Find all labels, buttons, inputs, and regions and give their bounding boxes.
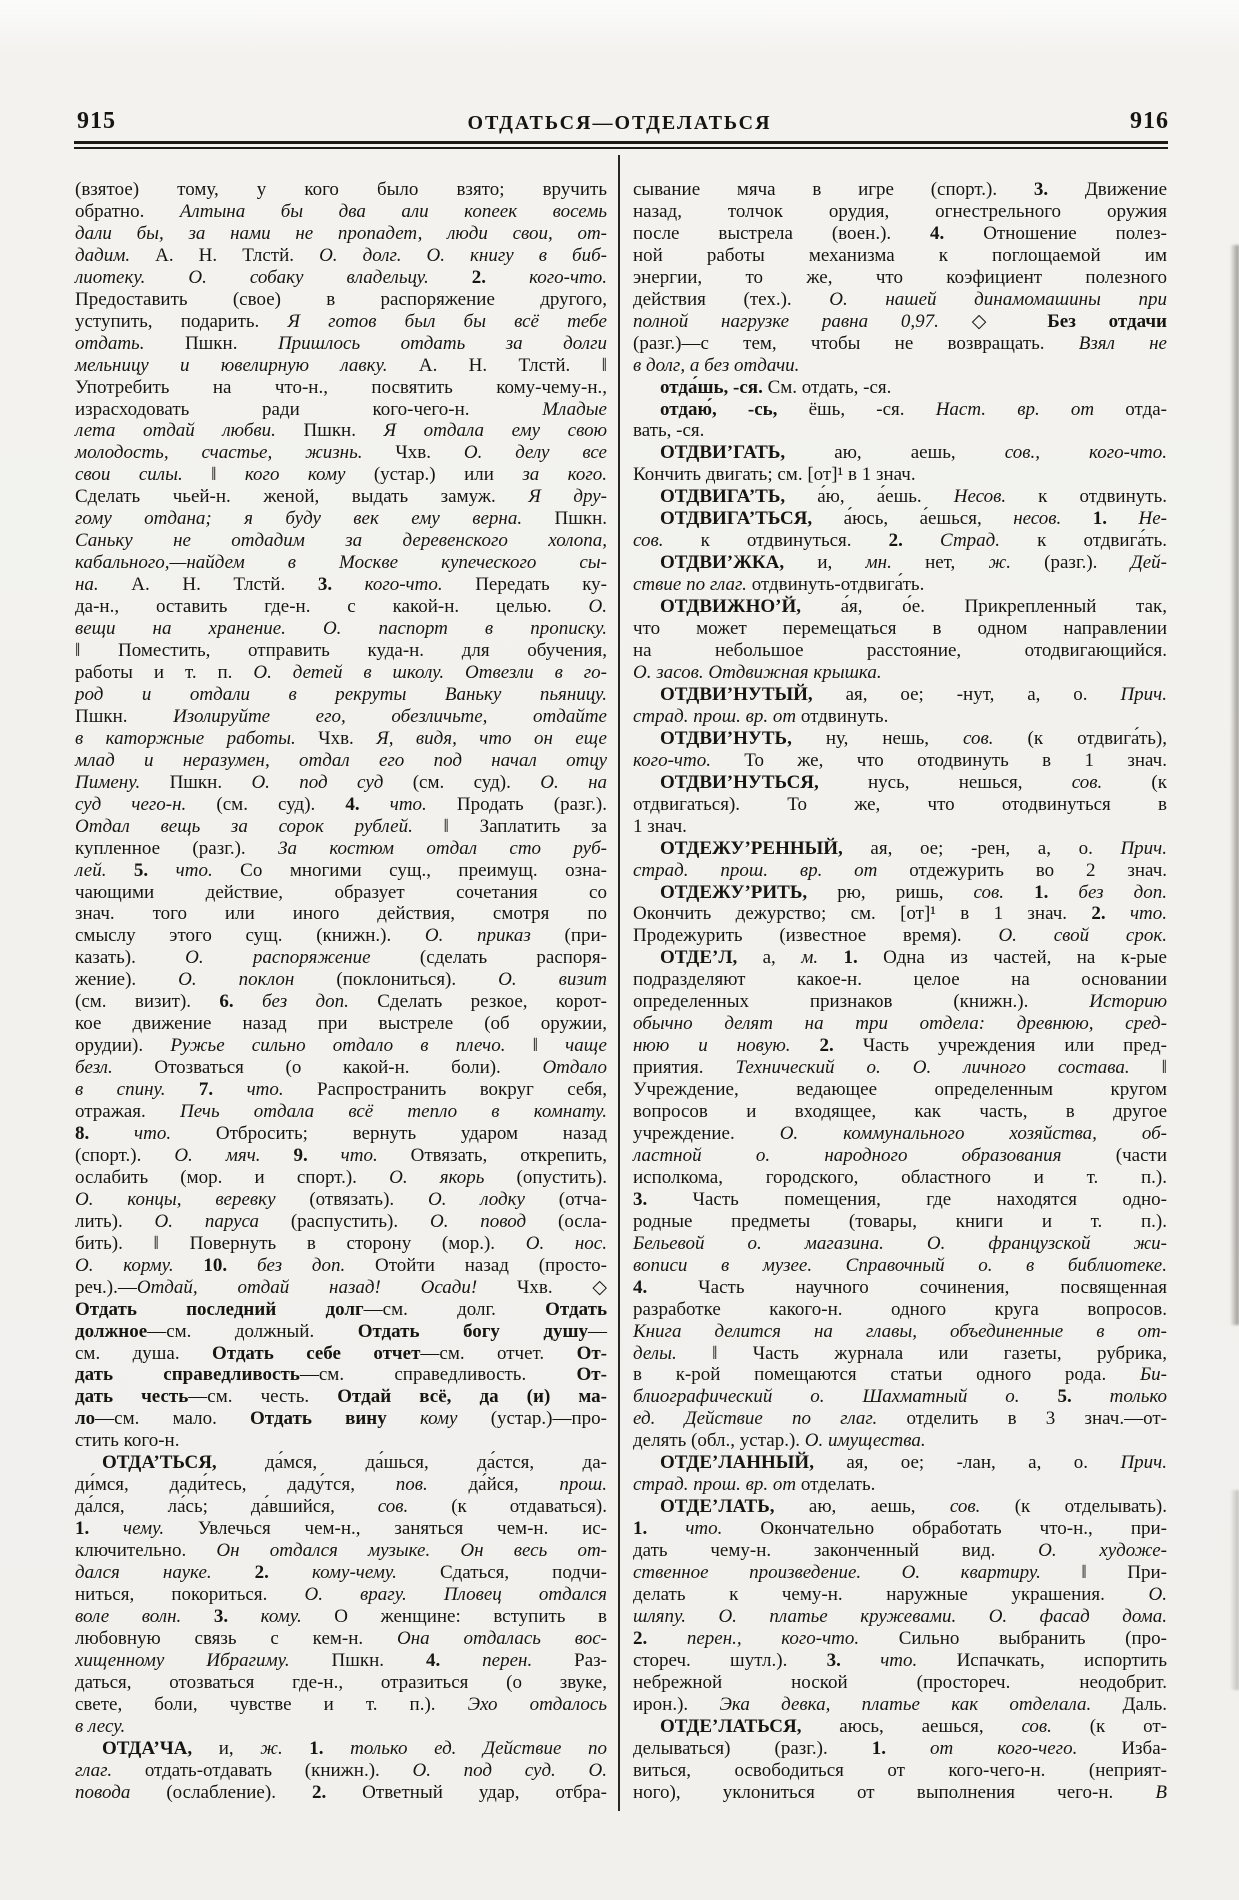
text-line: Продежурить (известное время). О. свой срок.	[633, 925, 1167, 947]
text-line: уступить, подарить. Я готов был бы всё тебе	[75, 310, 607, 332]
text-line: ной работы механизма к поглощаемой им	[633, 244, 1167, 266]
text-line: Книга делится на главы, объединенные в от-	[633, 1320, 1167, 1342]
text-line: полной нагрузке равна 0,97. ◇ Без отдачи	[633, 310, 1167, 332]
header-double-rule	[74, 141, 1168, 149]
text-line: смыслу этого сущ. (книжн.). О. приказ (при-	[75, 925, 607, 947]
text-line: блиографический о. Шахматный о. 5. только	[633, 1386, 1167, 1408]
text-line: делы. ‖ Часть журнала или газеты, рубрика,	[633, 1342, 1167, 1364]
text-line: ОТДА’ТЬСЯ, да́мся, да́шься, да́стся, да-	[102, 1452, 607, 1474]
text-line: чающими действие, образует сочетания со	[75, 881, 607, 903]
text-line: страд. прош. вр. от отдвинуть.	[633, 705, 889, 727]
text-line: дался науке. 2. кому-чему. Сдаться, подчи-	[75, 1562, 607, 1584]
text-line: мельницу и ювелирную лавку. А. Н. Тлстй. ‖	[75, 354, 607, 376]
text-line: (см. визит). 6. без доп. Сделать резкое, корот-	[75, 991, 608, 1013]
text-line: учреждение. О. коммунального хозяйства, об-	[633, 1122, 1167, 1144]
text-line: Пимену. Пшкн. О. под суд (см. суд). О. на	[75, 771, 607, 793]
text-line: ниться, покориться. О. врагу. Пловец отдался	[75, 1584, 607, 1605]
text-line: ОТДЕ’ЛАННЫЙ, ая, ое; -лан, а, о. Прич.	[660, 1452, 1167, 1474]
text-line: лиотеку. О. собаку владельцу. 2. кого-что.	[75, 266, 608, 288]
text-line: 1 знач.	[633, 815, 687, 837]
text-line: ди́мся, дади́тесь, даду́тся, пов. да́йся, прош.	[75, 1474, 608, 1496]
text-line: любовную связь с кем-н. Она отдалась вос-	[75, 1627, 607, 1649]
text-line: 8. что. Отбросить; вернуть ударом назад	[75, 1122, 607, 1144]
page-number-right: 916	[1130, 108, 1169, 134]
text-line: вописи в музее. Справочный о. в библиотеке.	[633, 1254, 1167, 1276]
text-line: О. корму. 10. без доп. Отойти назад (просто-	[75, 1254, 608, 1276]
text-line: казать). О. распоряжение (сделать распоря-	[75, 947, 607, 969]
text-line: энергии, то же, что коэфициент полезного	[633, 266, 1167, 288]
text-line: после выстрела (воен.). 4. Отношение полез-	[633, 222, 1167, 244]
text-line: Предоставить (свое) в распоряжение другого,	[75, 288, 607, 310]
text-line: в лесу.	[75, 1715, 126, 1737]
text-line: делать к чему-н. наружные украшения. О.	[633, 1584, 1167, 1605]
text-line: род и отдали в рекруты Ваньку пьяницу.	[75, 683, 607, 705]
text-line: исполкома, городского, областного и т. п.).	[633, 1166, 1167, 1188]
text-line: отдаю́, -сь, ёшь, -ся. Наст. вр. от отда-	[660, 398, 1168, 420]
text-line: купленное (разг.). За костюм отдал сто руб-	[75, 837, 607, 859]
text-line: ОТДВИГА’ТЬСЯ, а́юсь, а́ешься, несов. 1. Не-	[660, 508, 1168, 530]
text-line: да́лся, ла́сь; да́вшийся, сов. (к отдаваться).	[75, 1496, 607, 1518]
text-line: ло—см. мало. Отдать вину кому (устар.)—про-	[75, 1408, 607, 1430]
text-line: дали бы, за нами не пропадет, люди свои, от-	[75, 222, 607, 244]
text-line: вопросов и входящее, как часть, в другое	[633, 1101, 1167, 1123]
scan-edge-artifact	[1230, 245, 1239, 1325]
text-line: ствие по глаг. отдвинуть-отдвига́ть.	[633, 574, 925, 596]
text-line: в долг, а без отдачи.	[633, 354, 800, 376]
text-line: дать чему-н. законченный вид. О. художе-	[633, 1540, 1167, 1562]
text-line: гому отдана; я буду век ему верна. Пшкн.	[75, 508, 607, 530]
text-line: ирон.). Эка девка, платье как отделала. Даль.	[633, 1693, 1167, 1715]
text-line: свои силы. ‖ кого кому (устар.) или за кого.	[75, 464, 607, 486]
text-line: что может перемещаться в одном направлении	[633, 618, 1167, 640]
text-line: ОТДЕЖУ’РИТЬ, рю, ришь, сов. 1. без доп.	[660, 881, 1167, 903]
text-line: ОТДВИ’ЖКА, и, мн. нет, ж. (разг.). Дей-	[660, 552, 1167, 574]
text-line: даться, отозваться где-н., отразиться (о звуке,	[75, 1671, 607, 1693]
text-line: 1. что. Окончательно обработать что-н., при-	[633, 1518, 1167, 1540]
text-line: дать честь—см. честь. Отдай всё, да (и) ма-	[75, 1386, 607, 1408]
text-line: вещи на хранение. О. паспорт в прописку.	[75, 618, 607, 640]
text-line: 4. Часть научного сочинения, посвященная	[633, 1276, 1167, 1298]
text-line: на. А. Н. Тлстй. 3. кого-что. Передать ку-	[75, 574, 607, 596]
text-line: страд. прош. вр. от отделать.	[633, 1474, 876, 1496]
text-line: глаг. отдать-отдавать (книжн.). О. под суд. О.	[75, 1759, 607, 1781]
text-line: дадим. А. Н. Тлстй. О. долг. О. книгу в биб-	[75, 244, 607, 266]
text-line: Отдал вещь за сорок рублей. ‖ Заплатить за	[75, 815, 607, 837]
text-line: (разг.)—с тем, чтобы не возвращать. Взял не	[633, 332, 1167, 354]
text-line: суд чего-н. (см. суд). 4. что. Продать (разг.).	[75, 793, 608, 815]
text-line: кабального,—найдем в Москве купеческого сы-	[75, 552, 607, 574]
text-line: обратно. Алтына бы два али копеек восемь	[75, 200, 607, 222]
text-line: знач. того или иного действия, смотря по	[75, 903, 607, 925]
text-line: определенных признаков (книжн.). Историю	[633, 991, 1167, 1013]
text-line: Бельевой о. магазина. О. французской жи-	[633, 1232, 1167, 1254]
text-line: 2. перен., кого-что. Сильно выбранить (про-	[633, 1627, 1167, 1649]
text-line: (спорт.). О. мяч. 9. что. Отвязать, открепить,	[75, 1144, 608, 1166]
text-line: отдать. Пшкн. Пришлось отдать за долги	[75, 332, 607, 354]
text-line: ОТДЕЖУ’РЕННЫЙ, ая, ое; -рен, а, о. Прич.	[660, 837, 1167, 859]
text-line: в каторжные работы. Чхв. Я, видя, что он еще	[75, 727, 607, 749]
text-line: ОТДВИ’НУТЬ, ну, нешь, сов. (к отдвига́ть),	[660, 727, 1167, 749]
text-line: сывание мяча в игре (спорт.). 3. Движение	[633, 179, 1168, 200]
text-line: ключительно. Он отдался музыке. Он весь от-	[75, 1540, 607, 1562]
text-line: лета отдай любви. Пшкн. Я отдала ему свою	[75, 420, 607, 442]
text-line: работы и т. п. О. детей в школу. Отвезли в го-	[75, 661, 607, 683]
text-line: ОТДЕ’Л, а, м. 1. Одна из частей, на к-рые	[660, 947, 1167, 969]
text-line: израсходовать ради кого-чего-н. Младые	[75, 398, 607, 420]
text-line: Окончить дежурство; см. [от]¹ в 1 знач. 2. что.	[633, 903, 1168, 925]
text-line: ОТДВИЖНО’Й, а́я, о́е. Прикрепленный так,	[660, 596, 1167, 618]
text-line: небрежной ноской (простореч. неодобрит.	[633, 1671, 1167, 1693]
text-line: действия (тех.). О. нашей динамомашины при	[633, 288, 1167, 310]
text-line: безл. Отозваться (о какой-н. боли). Отдало	[75, 1057, 608, 1079]
text-line: разработке какого-н. одного круга вопросов.	[633, 1298, 1167, 1320]
text-line: ед. Действие по глаг. отделить в 3 знач.—от-	[633, 1408, 1167, 1430]
text-line: 1. чему. Увлечься чем-н., заняться чем-н. ис-	[75, 1518, 608, 1540]
text-line: ластной о. народного образования (части	[633, 1144, 1167, 1166]
text-line: должное—см. должный. Отдать богу душу—	[75, 1320, 607, 1342]
text-line: ного), уклониться от выполнения чего-н. В	[633, 1781, 1167, 1803]
text-line: молодость, счастье, жизнь. Чхв. О. делу все	[75, 442, 607, 464]
text-line: делываться) (разг.). 1. от кого-чего. Изба-	[633, 1737, 1167, 1759]
text-line: О. засов. Отдвижная крышка.	[633, 661, 882, 683]
text-line: в спину. 7. что. Распространить вокруг себя,	[75, 1079, 607, 1101]
text-line: страд. прош. вр. от отдежурить во 2 знач.	[633, 859, 1167, 881]
text-line: ОТДЕ’ЛАТЬ, аю, аешь, сов. (к отделывать).	[660, 1496, 1168, 1518]
text-line: да-н., оставить где-н. с какой-н. целью. О.	[75, 596, 607, 618]
text-line: Сделать чьей-н. женой, выдать замуж. Я дру-	[75, 486, 608, 508]
text-line: отражая. Печь отдала всё тепло в комнату.	[75, 1101, 607, 1123]
text-line: повода (ослабление). 2. Ответный удар, отбра-	[75, 1781, 607, 1803]
running-head: ОТДАТЬСЯ—ОТДЕЛАТЬСЯ	[467, 112, 772, 134]
text-line: обычно делят на три отдела: древнюю, сред-	[633, 1013, 1167, 1035]
text-line: бить). ‖ Повернуть в сторону (мор.). О. нос.	[75, 1232, 607, 1254]
text-line: вать, -ся.	[633, 420, 705, 442]
scan-edge-artifact	[1230, 1490, 1239, 1690]
text-line: жение). О. поклон (поклониться). О. визит	[75, 969, 608, 991]
text-line: Учреждение, ведающее определенным кругом	[633, 1079, 1167, 1101]
text-line: 3. Часть помещения, где находятся одно-	[633, 1188, 1168, 1210]
text-line: кое движение назад при выстреле (об оружии,	[75, 1013, 607, 1035]
text-line: ‖ Поместить, отправить куда-н. для обучения,	[75, 640, 607, 662]
text-line: (взятое) тому, у кого было взято; вручить	[75, 179, 607, 200]
column-divider-rule	[618, 155, 620, 1811]
text-line: делять (обл., устар.). О. имущества.	[633, 1430, 926, 1452]
text-line: ОТДВИ’НУТЫЙ, ая, ое; -нут, а, о. Прич.	[660, 683, 1167, 705]
text-line: лей. 5. что. Со многими сущ., преимущ. озна-	[75, 859, 608, 881]
text-line: ОТДЕ’ЛАТЬСЯ, аюсь, аешься, сов. (к от-	[660, 1715, 1167, 1737]
text-line: ОТДВИ’НУТЬСЯ, нусь, нешься, сов. (к	[660, 771, 1167, 793]
text-line: Саньку не отдадим за деревенского холопа,	[75, 530, 607, 552]
text-line: подразделяют какое-н. целое на основании	[633, 969, 1167, 991]
text-line: хищенному Ибрагиму. Пшкн. 4. перен. Раз-	[75, 1649, 607, 1671]
text-line: отдвигаться). То же, что отодвинуться в	[633, 793, 1167, 815]
text-line: Отдать последний долг—см. долг. Отдать	[75, 1298, 607, 1320]
text-line: отда́шь, -ся. См. отдать, -ся.	[660, 376, 892, 398]
text-line: назад, толчок орудия, огнестрельного оружия	[633, 200, 1167, 222]
text-line: ственное произведение. О. квартиру. ‖ При-	[633, 1562, 1167, 1584]
text-line: ослабить (мор. и спорт.). О. якорь (опустить).	[75, 1166, 607, 1188]
text-line: родные предметы (товары, книги и т. п.).	[633, 1210, 1167, 1232]
text-line: стить кого-н.	[75, 1430, 180, 1452]
text-line: сов. к отдвинуться. 2. Страд. к отдвига́ть.	[633, 530, 1168, 552]
text-line: ОТДВИГА’ТЬ, а́ю, а́ешь. Несов. к отдвинуть.	[660, 486, 1167, 508]
dictionary-column-left	[75, 179, 607, 1804]
text-line: нюю и новую. 2. Часть учреждения или пред-	[633, 1035, 1168, 1057]
text-line: орудии). Ружье сильно отдало в плечо. ‖ чаще	[75, 1035, 607, 1057]
text-line: Пшкн. Изолируйте его, обезличьте, отдайте	[75, 705, 607, 727]
text-line: кого-что. То же, что отодвинуть в 1 знач.	[633, 749, 1167, 771]
dictionary-column-right	[633, 179, 1167, 1804]
text-line: виться, освободиться от кого-чего-н. (неприят-	[633, 1759, 1167, 1781]
text-line: свете, боли, чувстве и т. п.). Эхо отдалось	[75, 1693, 607, 1715]
text-line: ОТДВИ’ГАТЬ, аю, аешь, сов., кого-что.	[660, 442, 1167, 464]
text-line: реч.).—Отдай, отдай назад! Осади! Чхв. ◇	[75, 1276, 608, 1298]
text-line: воле волн. 3. кому. О женщине: вступить в	[75, 1605, 608, 1627]
text-line: Кончить двигать; см. [от]¹ в 1 знач.	[633, 464, 916, 486]
text-line: приятия. Технический о. О. личного состава. ‖	[633, 1057, 1167, 1079]
text-line: см. душа. Отдать себе отчет—см. отчет. От-	[75, 1342, 608, 1364]
text-line: О. концы, веревку (отвязать). О. лодку (отча-	[75, 1188, 607, 1210]
text-line: стореч. шутл.). 3. что. Испачкать, испортить	[633, 1649, 1167, 1671]
text-line: млад и неразумен, отдал его под начал отцу	[75, 749, 607, 771]
text-line: дать справедливость—см. справедливость. От-	[75, 1364, 607, 1386]
text-line: в к-рой помещаются статьи одного рода. Би-	[633, 1364, 1167, 1386]
page-number-left: 915	[77, 108, 116, 134]
text-line: шляпу. О. платье кружевами. О. фасад дома.	[633, 1605, 1167, 1627]
text-line: лить). О. паруса (распустить). О. повод (осла-	[75, 1210, 607, 1232]
text-line: ОТДА’ЧА, и, ж. 1. только ед. Действие по	[102, 1737, 607, 1759]
text-line: Употребить на что-н., посвятить кому-чему-н.,	[75, 376, 607, 398]
text-line: на небольшое расстояние, отодвигающийся.	[633, 640, 1167, 662]
